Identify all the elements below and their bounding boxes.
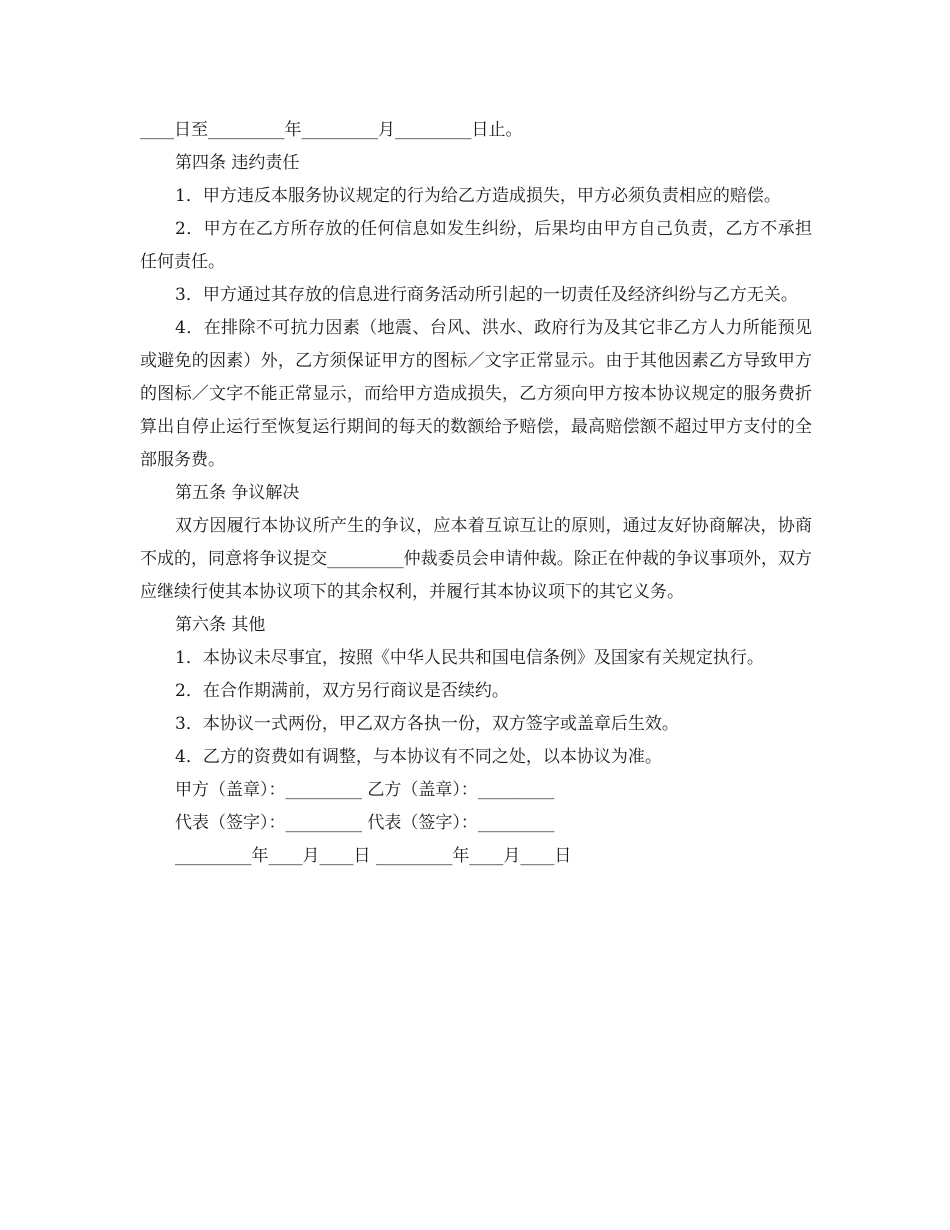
- term-end-date-line: ____日至_________年_________月_________日止。: [140, 120, 523, 140]
- seal-line: 甲方（盖章）：_________ 乙方（盖章）：_________: [175, 780, 555, 800]
- article-6-item-3: 3．本协议一式两份，甲乙双方各执一份，双方签字或盖章后生效。: [175, 714, 679, 734]
- article-6-item-1: 1．本协议未尽事宜，按照《中华人民共和国电信条例》及国家有关规定执行。: [175, 648, 764, 668]
- article-4-item-4: 4．在排除不可抗力因素（地震、台风、洪水、政府行为及其它非乙方人力所能预见或避免的因素）外，乙方须保证甲方的图标／文字正常显示。由于其他因素乙方导致甲方的图标／文字不能正常显示，而给甲方造成损失，乙方须向甲方按本协议规定的服务费折算出自停止运行至恢复运行期间的每天的数额给予赔偿，最高赔偿额不超过甲方支付的全部服务费。: [140, 318, 812, 470]
- article-5-heading: 第五条 争议解决: [175, 483, 300, 503]
- signature-date-line: _________年____月____日 _________年____月____日: [175, 846, 572, 866]
- signature-line: 代表（签字）：_________ 代表（签字）：_________: [175, 813, 555, 833]
- article-4-item-1: 1．甲方违反本服务协议规定的行为给乙方造成损失，甲方必须负责相应的赔偿。: [175, 186, 781, 206]
- article-6-item-2: 2．在合作期满前，双方另行商议是否续约。: [175, 681, 509, 701]
- article-5-body: 双方因履行本协议所产生的争议，应本着互谅互让的原则，通过友好协商解决，协商不成的，同意将争议提交_________仲裁委员会申请仲裁。除正在仲裁的争议事项外，双方应继续行使其本协议项下的其余权利，并履行其本协议项下的其它义务。: [140, 516, 812, 602]
- article-4-item-2: 2．甲方在乙方所存放的任何信息如发生纠纷，后果均由甲方自己负责，乙方不承担任何责任。: [140, 219, 812, 272]
- article-6-heading: 第六条 其他: [175, 615, 266, 635]
- article-4-item-3: 3．甲方通过其存放的信息进行商务活动所引起的一切责任及经济纠纷与乙方无关。: [175, 285, 798, 305]
- article-6-item-4: 4．乙方的资费如有调整，与本协议有不同之处，以本协议为准。: [175, 747, 662, 767]
- article-4-heading: 第四条 违约责任: [175, 153, 300, 173]
- agreement-page: [140, 114, 812, 873]
